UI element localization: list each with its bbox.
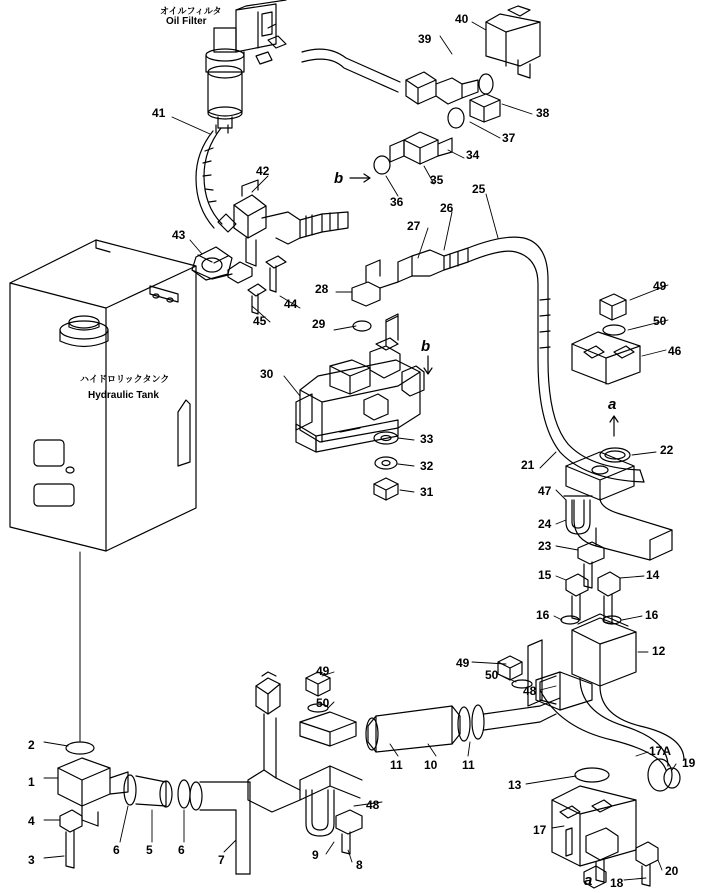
callout-49a: 49: [653, 279, 667, 293]
callout-22: 22: [660, 443, 674, 457]
bracket-46: [572, 294, 640, 384]
callout-9: 9: [312, 848, 319, 862]
ring-22: [600, 448, 630, 462]
callout-8: 8: [356, 858, 363, 872]
callout-31: 31: [420, 485, 434, 499]
valve-42: [228, 180, 348, 283]
tank-label-jp: ハイドロリックタンク: [80, 374, 170, 384]
flange-43: [192, 247, 232, 280]
section-marker-b-upper: b: [334, 170, 344, 187]
callout-6b: 6: [178, 843, 185, 857]
hose-10: [366, 698, 560, 752]
callout-5: 5: [146, 843, 153, 857]
callout-48a: 48: [366, 798, 380, 812]
tank-label-en: Hydraulic Tank: [88, 390, 159, 401]
callout-14: 14: [646, 568, 660, 582]
callout-15: 15: [538, 568, 552, 582]
callout-46: 46: [668, 344, 682, 358]
callout-35: 35: [430, 173, 444, 187]
bottom-mid-pipe: [248, 672, 362, 854]
section-marker-a-bottom: a: [584, 872, 593, 889]
callout-37: 37: [502, 131, 516, 145]
callout-42: 42: [256, 164, 270, 178]
callout-21: 21: [521, 458, 535, 472]
fasteners-31-33: [374, 432, 398, 500]
callout-1: 1: [28, 775, 35, 789]
hose-41: [196, 125, 236, 232]
oil-filter: [206, 0, 286, 128]
callout-18: 18: [610, 876, 624, 890]
fasteners-14-16: [561, 572, 621, 624]
callout-43: 43: [172, 228, 186, 242]
callout-25: 25: [472, 182, 486, 196]
callout-12: 12: [652, 644, 666, 658]
callout-16a: 16: [536, 608, 550, 622]
callout-6a: 6: [113, 843, 120, 857]
callout-47: 47: [538, 484, 552, 498]
callout-41: 41: [152, 106, 166, 120]
pump-17: [552, 759, 680, 888]
callout-49b: 49: [316, 664, 330, 678]
callout-44: 44: [284, 297, 298, 311]
callout-39: 39: [418, 32, 432, 46]
callout-11b: 11: [462, 758, 475, 772]
callout-7: 7: [218, 853, 225, 867]
callout-11a: 11: [390, 758, 403, 772]
callout-30: 30: [260, 367, 274, 381]
callout-50a: 50: [653, 314, 667, 328]
callout-24: 24: [538, 517, 552, 531]
callout-13: 13: [508, 778, 522, 792]
callout-4: 4: [28, 814, 35, 828]
callout-27: 27: [407, 219, 421, 233]
callout-49c: 49: [456, 656, 470, 670]
callout-3: 3: [28, 853, 35, 867]
section-marker-b-mid: b: [421, 338, 431, 355]
callout-40: 40: [455, 12, 469, 26]
section-marker-a-right: a: [608, 396, 617, 413]
hydraulic-tank: [10, 240, 196, 741]
section-arrows: [350, 174, 618, 436]
callout-17: 17: [533, 823, 547, 837]
callout-33: 33: [420, 432, 434, 446]
callout-48b: 48: [523, 684, 537, 698]
callout-38: 38: [536, 106, 550, 120]
callout-36: 36: [390, 195, 404, 209]
callout-17A: 17A: [649, 744, 672, 758]
callout-32: 32: [420, 459, 434, 473]
callout-20: 20: [665, 864, 679, 878]
callout-50c: 50: [485, 668, 499, 682]
callout-23: 23: [538, 539, 552, 553]
control-valve-30: [296, 314, 424, 452]
callout-29: 29: [312, 317, 326, 331]
callout-45: 45: [253, 314, 267, 328]
oil-filter-label-en: Oil Filter: [166, 16, 207, 27]
callout-34: 34: [466, 148, 480, 162]
callout-10: 10: [424, 758, 438, 772]
callout-28: 28: [315, 282, 329, 296]
callout-2: 2: [28, 738, 35, 752]
callout-16b: 16: [645, 608, 659, 622]
callout-19: 19: [682, 756, 696, 770]
callout-26: 26: [440, 201, 454, 215]
oil-filter-label-jp: オイルフィルタ: [160, 6, 222, 16]
callout-50b: 50: [316, 696, 330, 710]
leader-lines: [44, 22, 679, 880]
